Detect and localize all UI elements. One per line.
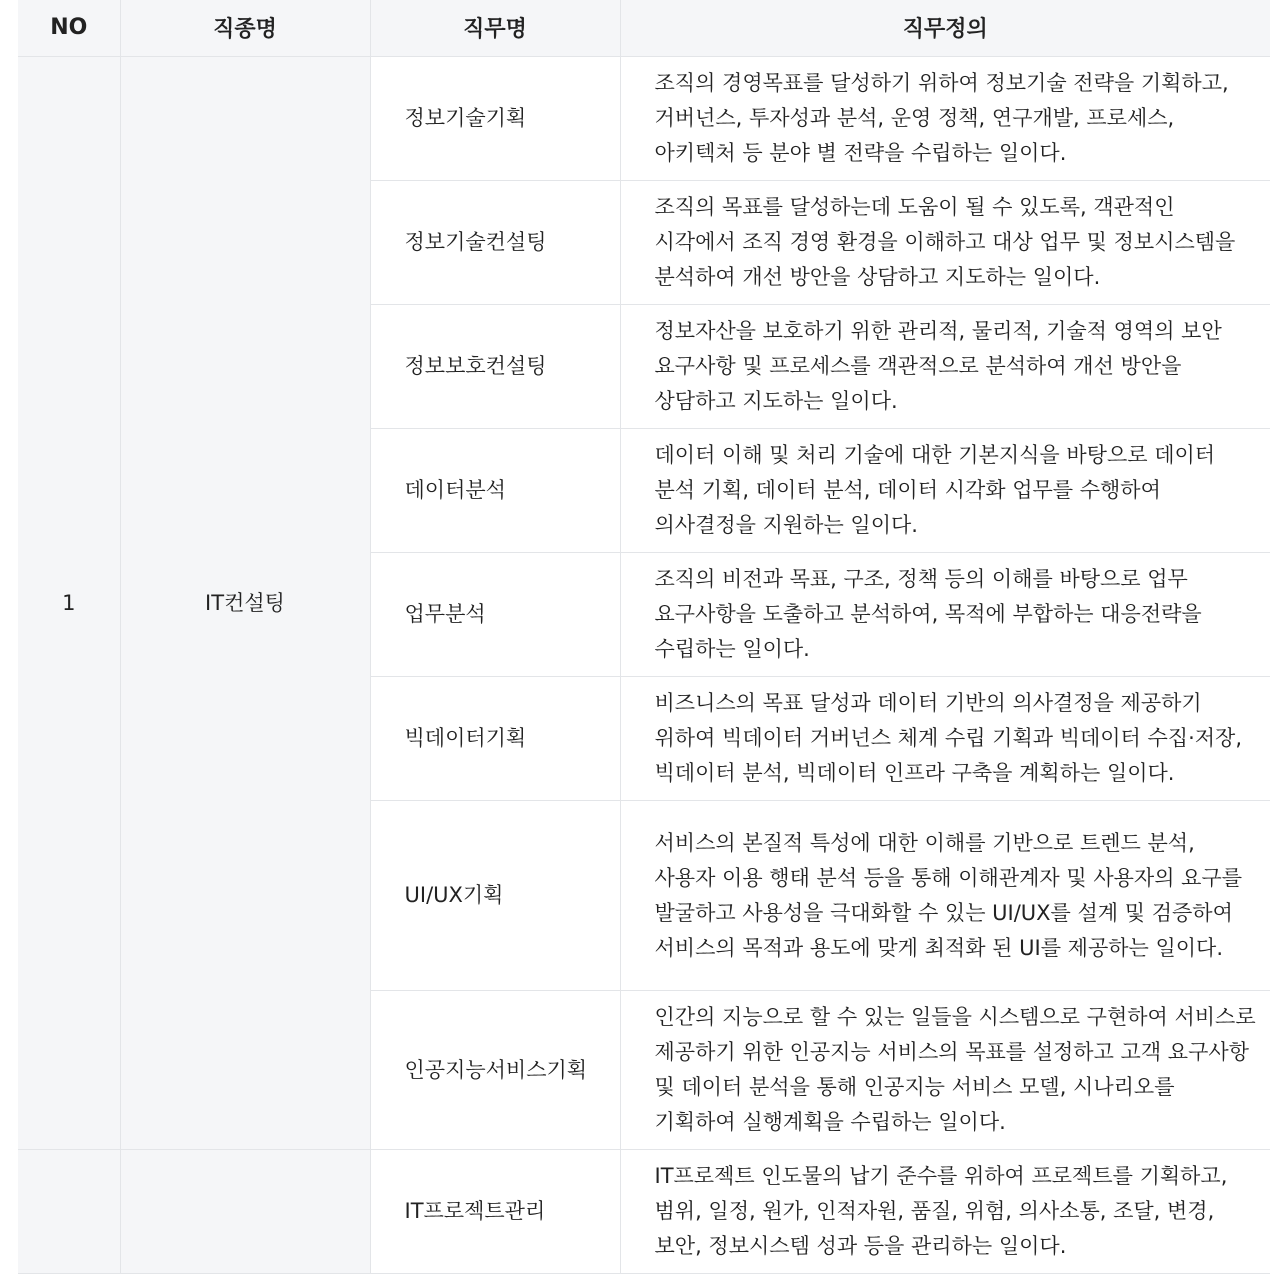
job-category: IT컨설팅 — [120, 57, 370, 1150]
job-definition: 조직의 경영목표를 달성하기 위하여 정보기술 전략을 기획하고, 거버넌스, 투자성과 분석, 운영 정책, 연구개발, 프로세스, 아키텍처 등 분야 별 전략을 수립하는 일이다. — [620, 57, 1270, 181]
job-definition: 비즈니스의 목표 달성과 데이터 기반의 의사결정을 제공하기 위하여 빅데이터 거버넌스 체계 수립 기획과 빅데이터 수집·저장, 빅데이터 분석, 빅데이터 인프라 구축을 계획하는 일이다. — [620, 677, 1270, 801]
job-name: 데이터분석 — [370, 429, 620, 553]
job-definition: 서비스의 본질적 특성에 대한 이해를 기반으로 트렌드 분석, 사용자 이용 행태 분석 등을 통해 이해관계자 및 사용자의 요구를 발굴하고 사용성을 극대화할 수 있는 UI/UX를 설계 및 검증하여 서비스의 목적과 용도에 맞게 최적화 된 UI를 제공하는 일이다. — [620, 801, 1270, 991]
job-definition: 인간의 지능으로 할 수 있는 일들을 시스템으로 구현하여 서비스로 제공하기 위한 인공지능 서비스의 목표를 설정하고 고객 요구사항 및 데이터 분석을 통해 인공지능 서비스 모델, 시나리오를 기획하여 실행계획을 수립하는 일이다. — [620, 991, 1270, 1150]
job-name: 빅데이터기획 — [370, 677, 620, 801]
job-name: 인공지능서비스기획 — [370, 991, 620, 1150]
job-name: 정보기술컨설팅 — [370, 181, 620, 305]
job-definition: 데이터 이해 및 처리 기술에 대한 기본지식을 바탕으로 데이터 분석 기획, 데이터 분석, 데이터 시각화 업무를 수행하여 의사결정을 지원하는 일이다. — [620, 429, 1270, 553]
job-definition: 정보자산을 보호하기 위한 관리적, 물리적, 기술적 영역의 보안 요구사항 및 프로세스를 객관적으로 분석하여 개선 방안을 상담하고 지도하는 일이다. — [620, 305, 1270, 429]
header-kind: 직종명 — [120, 0, 370, 57]
job-definition: 조직의 목표를 달성하는데 도움이 될 수 있도록, 객관적인 시각에서 조직 경영 환경을 이해하고 대상 업무 및 정보시스템을 분석하여 개선 방안을 상담하고 지도하는 일이다. — [620, 181, 1270, 305]
header-definition: 직무정의 — [620, 0, 1270, 57]
job-name: 업무분석 — [370, 553, 620, 677]
header-no: NO — [18, 0, 120, 57]
job-category — [120, 1150, 370, 1274]
table-row — [18, 57, 1270, 181]
job-name: UI/UX기획 — [370, 801, 620, 991]
job-name: 정보보호컨설팅 — [370, 305, 620, 429]
table-row — [18, 1150, 1270, 1274]
job-name: 정보기술기획 — [370, 57, 620, 181]
job-definition-table — [18, 0, 1270, 1274]
table-body — [18, 57, 1270, 1274]
group-number — [18, 1150, 120, 1274]
group-number: 1 — [18, 57, 120, 1150]
job-name: IT프로젝트관리 — [370, 1150, 620, 1274]
table-header — [18, 0, 1270, 57]
job-definition: IT프로젝트 인도물의 납기 준수를 위하여 프로젝트를 기획하고, 범위, 일정, 원가, 인적자원, 품질, 위험, 의사소통, 조달, 변경, 보안, 정보시스템 성과 등을 관리하는 일이다. — [620, 1150, 1270, 1274]
header-name: 직무명 — [370, 0, 620, 57]
job-definition: 조직의 비전과 목표, 구조, 정책 등의 이해를 바탕으로 업무 요구사항을 도출하고 분석하여, 목적에 부합하는 대응전략을 수립하는 일이다. — [620, 553, 1270, 677]
